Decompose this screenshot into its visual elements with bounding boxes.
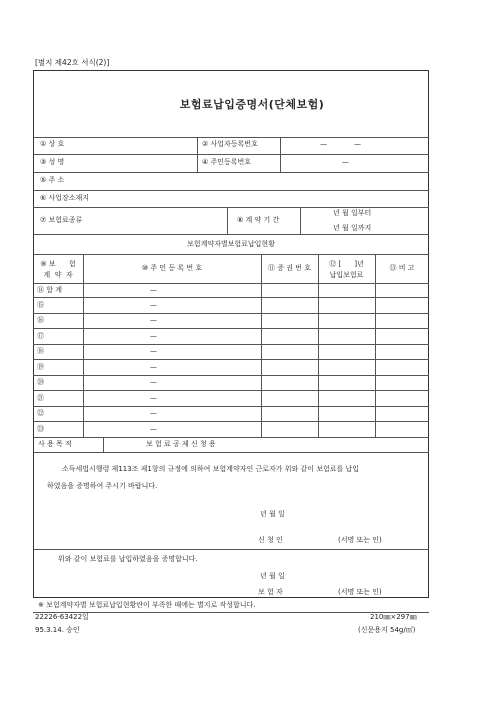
rule	[375, 254, 376, 437]
approval-date: 95.3.14. 승인	[35, 626, 80, 634]
table-row-mark: ⑱	[37, 347, 44, 355]
table-row-dash: —	[150, 425, 157, 433]
rule	[33, 421, 429, 422]
rule	[33, 375, 429, 376]
rule	[33, 172, 429, 173]
rule	[33, 328, 429, 329]
name-label: ③ 성 명	[40, 158, 65, 166]
issuer-label: 보 험 자	[258, 588, 283, 596]
resident-number-column-header: ⑩ 주 민 등 록 번 호	[141, 264, 203, 272]
table-row-mark: ⑲	[37, 363, 44, 371]
rule	[227, 207, 228, 234]
purpose-value: 보 험 료 공 제 신 청 용	[146, 440, 216, 448]
rule	[33, 549, 429, 550]
rule	[33, 437, 429, 438]
rule	[33, 190, 429, 191]
rule	[197, 137, 198, 172]
table-row-mark: ⑮	[37, 301, 44, 309]
application-date: 년 월 일	[260, 510, 285, 518]
insured-column-header: ⑨ 보 험 계 약 자	[40, 260, 76, 279]
contract-period-label: ⑧ 계 약 기 간	[237, 216, 280, 224]
table-row-mark: ⑳	[37, 378, 44, 386]
table-row-mark: ⑯	[37, 316, 44, 324]
form-frame	[33, 70, 429, 598]
resident-reg-label: ④ 주민등록번호	[202, 158, 252, 166]
business-reg-dash: —	[354, 140, 361, 148]
applicant-signature: (서명 또는 인)	[338, 536, 382, 544]
period-to: 년 월 일까지	[333, 224, 372, 232]
business-reg-label: ② 사업자등록번호	[202, 140, 258, 148]
trade-name-label: ① 상 호	[40, 140, 65, 148]
table-row-mark: ㉓	[37, 425, 44, 433]
table-row-dash: —	[150, 378, 157, 386]
table-row-dash: —	[150, 409, 157, 417]
paper-size: 210㎜×297㎜	[370, 613, 417, 621]
statement-line-1: 소득세법시행령 제113조 제1항의 규정에 의하여 보험계약자인 근로자가 위와 같이 보험료를 납입	[62, 465, 360, 473]
rule	[33, 297, 429, 298]
table-row-dash: —	[150, 394, 157, 402]
table-row-dash: —	[150, 301, 157, 309]
statement-line-2: 하였음을 증명하여 주시기 바랍니다.	[47, 482, 158, 490]
rule	[33, 154, 429, 155]
rule	[83, 254, 84, 437]
premium-type-label: ⑦ 보험료종류	[40, 216, 83, 224]
rule	[33, 207, 429, 208]
remarks-column-header: ⑬ 비 고	[389, 264, 415, 272]
form-code: 22226-63422일	[35, 613, 89, 621]
business-reg-dash: —	[320, 140, 327, 148]
rule	[280, 137, 281, 172]
paid-premium-column-header: ⑫ [ ]년 납입보험료	[329, 260, 364, 279]
rule	[33, 452, 429, 453]
rule	[33, 283, 429, 284]
address-label: ⑤ 주 소	[40, 176, 65, 184]
rule	[318, 254, 319, 437]
table-row-dash: —	[150, 316, 157, 324]
rule	[103, 437, 104, 452]
applicant-label: 신 청 인	[258, 536, 283, 544]
resident-reg-dash: —	[342, 158, 349, 166]
rule	[33, 137, 429, 138]
table-row-mark: ⑰	[37, 332, 44, 340]
table-row-dash: —	[150, 347, 157, 355]
rule	[33, 313, 429, 314]
table-row-mark: ㉒	[37, 409, 44, 417]
certification-text: 위와 같이 보험료를 납입하였음을 증명합니다.	[58, 555, 198, 563]
policy-number-column-header: ⑪ 증 권 번 호	[268, 264, 311, 272]
form-number: [별지 제42호 서식(2)]	[35, 58, 110, 67]
issuer-signature: (서명 또는 인)	[338, 588, 382, 596]
rule	[33, 390, 429, 391]
rule	[33, 234, 429, 235]
rule	[33, 406, 429, 407]
table-row-mark: ㉑	[37, 394, 44, 402]
rule	[33, 359, 429, 360]
workplace-label: ⑥ 사업장소재지	[40, 194, 90, 202]
rule	[33, 254, 429, 255]
footnote: ※ 보험계약자별 보험료납입현황란이 부족한 때에는 별지로 작성합니다.	[38, 601, 256, 609]
table-row-dash: —	[150, 286, 157, 294]
certification-date: 년 월 일	[260, 572, 285, 580]
table-row-dash: —	[150, 363, 157, 371]
period-from: 년 월 일부터	[333, 209, 372, 217]
form-title: 보험료납입증명서(단체보험)	[179, 98, 325, 111]
table-section-title: 보험계약자별보험료납입현황	[187, 240, 275, 248]
rule	[33, 344, 429, 345]
rule	[261, 254, 262, 437]
rule	[300, 207, 301, 234]
total-row-label: ⑭ 합 계	[37, 286, 62, 294]
purpose-label: 사 용 목 적	[38, 440, 72, 448]
table-row-dash: —	[150, 332, 157, 340]
paper-spec: (신문용지 54g/㎡)	[358, 626, 416, 634]
